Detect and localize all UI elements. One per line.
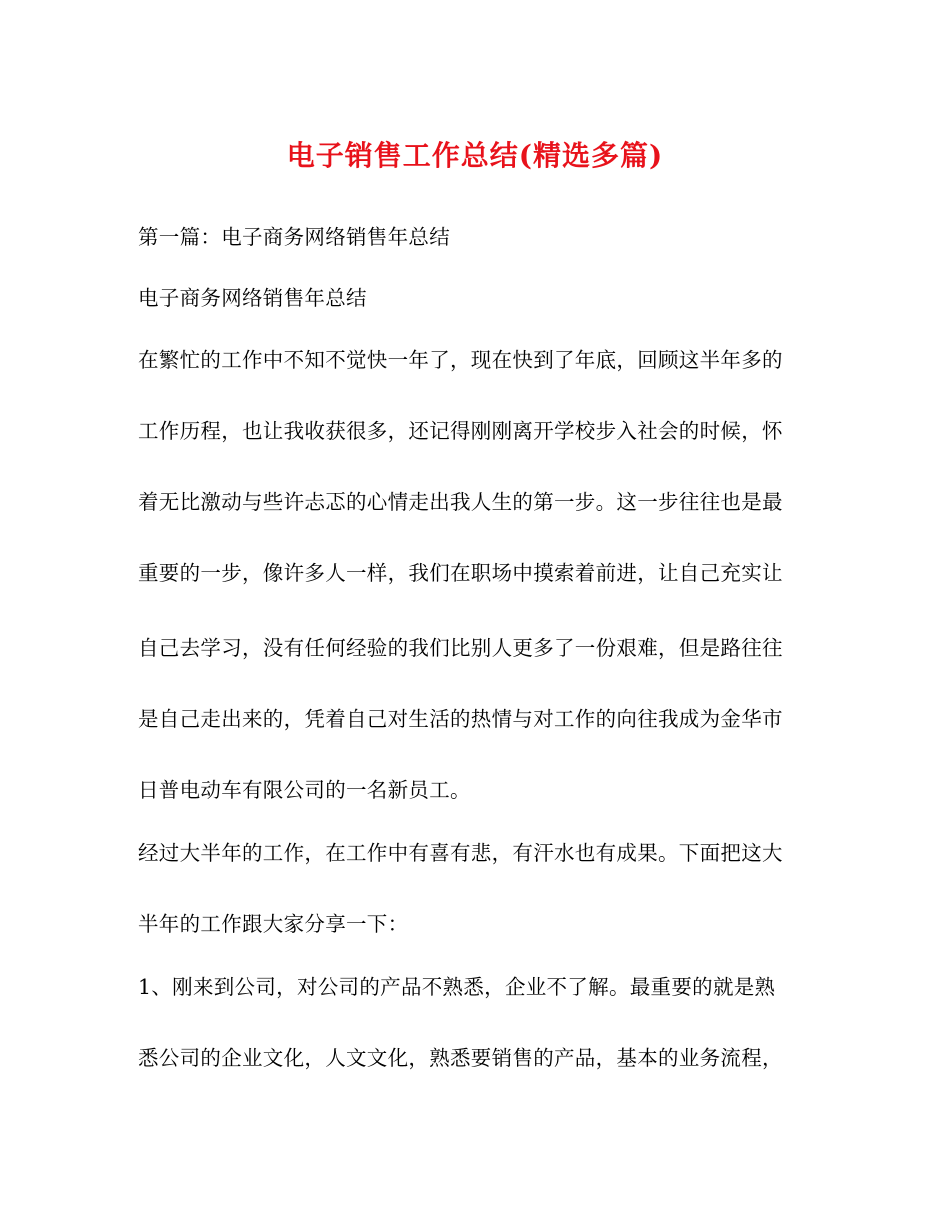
list-item-line: 悉公司的企业文化，人文文化，熟悉要销售的产品，基本的业务流程，	[138, 1046, 783, 1070]
paragraph-line: 重要的一步，像许多人一样，我们在职场中摸索着前进，让自己充实让	[138, 561, 783, 585]
paragraph-line: 是自己走出来的，凭着自己对生活的热情与对工作的向往我成为金华市	[138, 707, 783, 731]
paragraph-line: 自己去学习，没有任何经验的我们比别人更多了一份艰难，但是路往往	[138, 636, 783, 660]
paragraph-line: 半年的工作跟大家分享一下：	[138, 912, 409, 936]
section-heading: 第一篇：电子商务网络销售年总结	[138, 225, 450, 249]
paragraph-line: 日普电动车有限公司的一名新员工。	[138, 778, 471, 802]
paragraph-line: 在繁忙的工作中不知不觉快一年了，现在快到了年底，回顾这半年多的	[138, 348, 783, 372]
document-title: 电子销售工作总结(精选多篇)	[286, 139, 664, 172]
paragraph-line: 着无比激动与些许忐忑的心情走出我人生的第一步。这一步往往也是最	[138, 490, 783, 514]
list-item-line: 1、刚来到公司，对公司的产品不熟悉，企业不了解。最重要的就是熟	[138, 975, 776, 999]
subsection-heading: 电子商务网络销售年总结	[138, 286, 367, 310]
paragraph-line: 工作历程，也让我收获很多，还记得刚刚离开学校步入社会的时候，怀	[138, 419, 783, 443]
paragraph-line: 经过大半年的工作，在工作中有喜有悲，有汗水也有成果。下面把这大	[138, 841, 783, 865]
